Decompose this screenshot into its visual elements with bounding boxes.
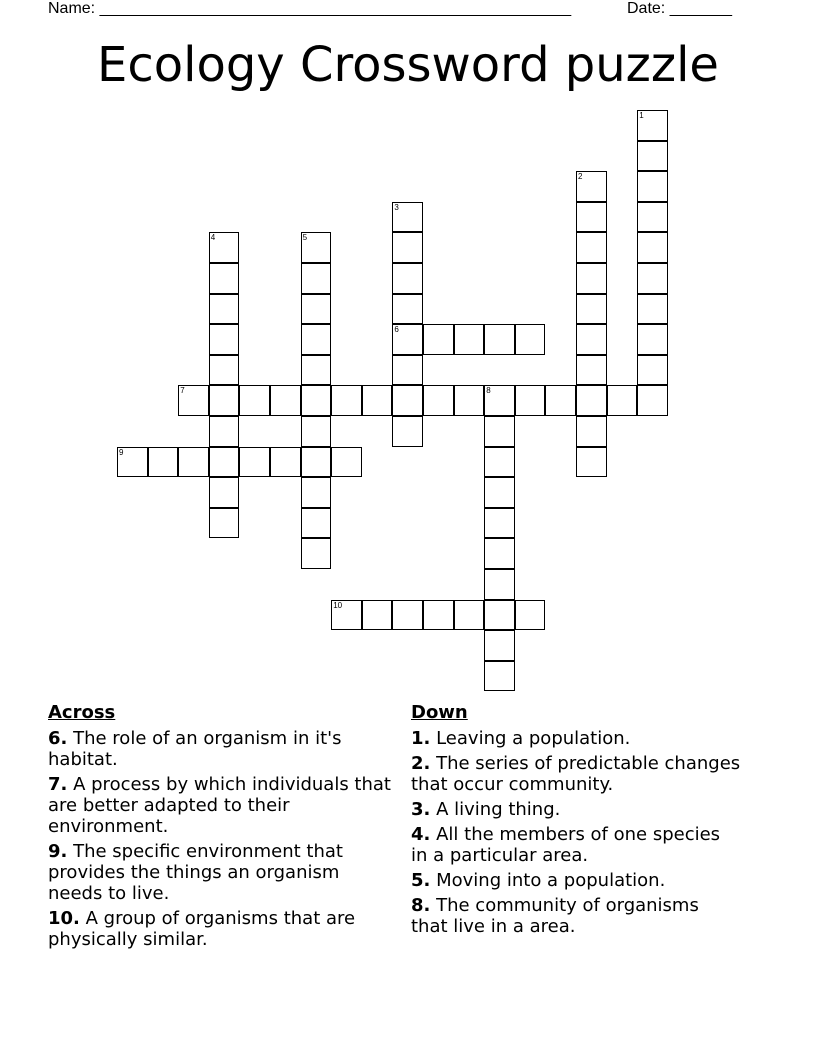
clue-down-4	[411, 824, 741, 866]
crossword-cell[interactable]	[576, 232, 607, 263]
crossword-cell[interactable]	[331, 385, 362, 416]
crossword-cell[interactable]	[301, 263, 332, 294]
crossword-cell[interactable]	[301, 447, 332, 478]
clue-number: 7.	[48, 774, 68, 795]
clue-number: 9.	[48, 841, 68, 862]
crossword-cell[interactable]	[392, 416, 423, 447]
crossword-cell[interactable]	[392, 202, 423, 233]
across-clues	[48, 702, 398, 954]
crossword-cell[interactable]	[209, 447, 240, 478]
clue-text: A living thing.	[430, 799, 561, 820]
crossword-cell[interactable]	[209, 232, 240, 263]
cell-clue-number: 9	[119, 447, 124, 457]
crossword-cell[interactable]	[392, 385, 423, 416]
crossword-cell[interactable]	[637, 385, 668, 416]
clue-number: 2.	[411, 753, 431, 774]
crossword-cell[interactable]	[178, 385, 209, 416]
crossword-cell[interactable]	[484, 508, 515, 539]
crossword-cell[interactable]	[484, 324, 515, 355]
crossword-cell[interactable]	[209, 385, 240, 416]
crossword-cell[interactable]	[209, 355, 240, 386]
crossword-cell[interactable]	[607, 385, 638, 416]
crossword-cell[interactable]	[423, 324, 454, 355]
crossword-cell[interactable]	[576, 324, 607, 355]
clue-number: 4.	[411, 824, 431, 845]
cell-clue-number: 1	[639, 111, 644, 120]
crossword-cell[interactable]	[515, 324, 546, 355]
crossword-cell[interactable]	[454, 324, 485, 355]
crossword-cell[interactable]	[209, 477, 240, 508]
clue-down-3	[411, 799, 741, 820]
crossword-cell[interactable]	[301, 324, 332, 355]
crossword-cell[interactable]	[637, 355, 668, 386]
crossword-cell[interactable]	[576, 202, 607, 233]
crossword-cell[interactable]	[484, 416, 515, 447]
crossword-cell[interactable]	[209, 263, 240, 294]
across-heading: Across	[48, 702, 116, 723]
clue-number: 8.	[411, 895, 431, 916]
crossword-cell[interactable]	[576, 355, 607, 386]
date-field-label: Date: _______	[627, 0, 732, 17]
clue-across-7	[48, 774, 398, 837]
clue-across-9	[48, 841, 398, 904]
crossword-cell[interactable]	[209, 508, 240, 539]
cell-clue-number: 3	[394, 202, 399, 212]
clue-text: The series of predictable changes that occur community.	[411, 753, 741, 795]
clue-text: A process by which individuals that are better adapted to their environment.	[48, 774, 391, 837]
cell-clue-number: 8	[486, 386, 491, 396]
clue-text: The role of an organism in it's habitat.	[48, 728, 342, 770]
clue-across-6	[48, 728, 398, 770]
crossword-cell[interactable]	[331, 447, 362, 478]
crossword-cell[interactable]	[209, 416, 240, 447]
crossword-cell[interactable]	[301, 508, 332, 539]
crossword-cell[interactable]	[454, 385, 485, 416]
crossword-cell[interactable]	[423, 385, 454, 416]
crossword-cell[interactable]	[637, 263, 668, 294]
crossword-cell[interactable]	[392, 600, 423, 631]
crossword-cell[interactable]	[484, 447, 515, 478]
clue-text: The specific environment that provides the things an organism needs to live.	[48, 841, 343, 904]
clue-text: All the members of one species in a particular area.	[411, 824, 721, 866]
crossword-cell[interactable]	[392, 355, 423, 386]
crossword-cell[interactable]	[637, 294, 668, 325]
crossword-cell[interactable]	[637, 324, 668, 355]
crossword-cell[interactable]	[637, 110, 668, 141]
crossword-cell[interactable]	[637, 202, 668, 233]
down-clues	[411, 702, 741, 941]
cell-clue-number: 4	[210, 233, 216, 243]
crossword-cell[interactable]	[270, 447, 301, 478]
crossword-cell[interactable]	[301, 416, 332, 447]
crossword-cell[interactable]	[301, 355, 332, 386]
clue-number: 10.	[48, 908, 80, 929]
crossword-cell[interactable]	[270, 385, 301, 416]
crossword-cell[interactable]	[331, 600, 362, 631]
crossword-cell[interactable]	[209, 324, 240, 355]
clue-number: 3.	[411, 799, 431, 820]
crossword-cell[interactable]	[301, 385, 332, 416]
crossword-cell[interactable]	[117, 447, 148, 478]
crossword-cell[interactable]	[484, 538, 515, 569]
cell-clue-number: 2	[578, 172, 583, 182]
clue-across-10	[48, 908, 398, 950]
clue-text: Leaving a population.	[430, 728, 631, 749]
clue-down-2	[411, 753, 741, 795]
cell-clue-number: 7	[180, 386, 185, 396]
crossword-cell[interactable]	[392, 324, 423, 355]
crossword-cell[interactable]	[576, 416, 607, 447]
crossword-cell[interactable]	[178, 447, 209, 478]
crossword-cell[interactable]	[484, 661, 515, 692]
page-title: Ecology Crossword puzzle	[97, 37, 719, 93]
crossword-cell[interactable]	[239, 385, 270, 416]
crossword-cell[interactable]	[576, 447, 607, 478]
crossword-cell[interactable]	[484, 569, 515, 600]
crossword-cell[interactable]	[637, 171, 668, 202]
crossword-cell[interactable]	[301, 232, 332, 263]
clue-down-1	[411, 728, 741, 749]
clue-number: 1.	[411, 728, 431, 749]
crossword-cell[interactable]	[576, 263, 607, 294]
crossword-cell[interactable]	[301, 538, 332, 569]
clue-down-5	[411, 870, 741, 891]
crossword-cell[interactable]	[301, 477, 332, 508]
clue-text: A group of organisms that are physically similar.	[48, 908, 356, 950]
crossword-cell[interactable]	[484, 385, 515, 416]
crossword-cell[interactable]	[392, 232, 423, 263]
down-heading: Down	[411, 702, 468, 723]
crossword-cell[interactable]	[576, 294, 607, 325]
cell-clue-number: 10	[333, 600, 343, 610]
crossword-cell[interactable]	[362, 385, 393, 416]
crossword-cell[interactable]	[454, 600, 485, 631]
clue-text: Moving into a population.	[430, 870, 666, 891]
crossword-cell[interactable]	[484, 630, 515, 661]
crossword-cell[interactable]	[423, 600, 454, 631]
crossword-cell[interactable]	[484, 477, 515, 508]
crossword-cell[interactable]	[515, 600, 546, 631]
crossword-cell[interactable]	[545, 385, 576, 416]
clue-number: 6.	[48, 728, 68, 749]
cell-clue-number: 5	[302, 233, 308, 243]
crossword-cell[interactable]	[637, 232, 668, 263]
clue-text: The community of organisms that live in a area.	[411, 895, 699, 937]
crossword-cell[interactable]	[392, 294, 423, 325]
crossword-cell[interactable]	[576, 385, 607, 416]
crossword-cell[interactable]	[392, 263, 423, 294]
crossword-cell[interactable]	[239, 447, 270, 478]
crossword-cell[interactable]	[209, 294, 240, 325]
name-field-label: Name: _____________________________________________________	[48, 0, 572, 17]
clue-down-8	[411, 895, 741, 937]
crossword-cell[interactable]	[576, 171, 607, 202]
crossword-cell[interactable]	[484, 600, 515, 631]
crossword-cell[interactable]	[362, 600, 393, 631]
clue-number: 5.	[411, 870, 431, 891]
cell-clue-number: 6	[394, 325, 399, 335]
crossword-cell[interactable]	[515, 385, 546, 416]
crossword-cell[interactable]	[301, 294, 332, 325]
crossword-cell[interactable]	[148, 447, 179, 478]
crossword-cell[interactable]	[637, 141, 668, 172]
